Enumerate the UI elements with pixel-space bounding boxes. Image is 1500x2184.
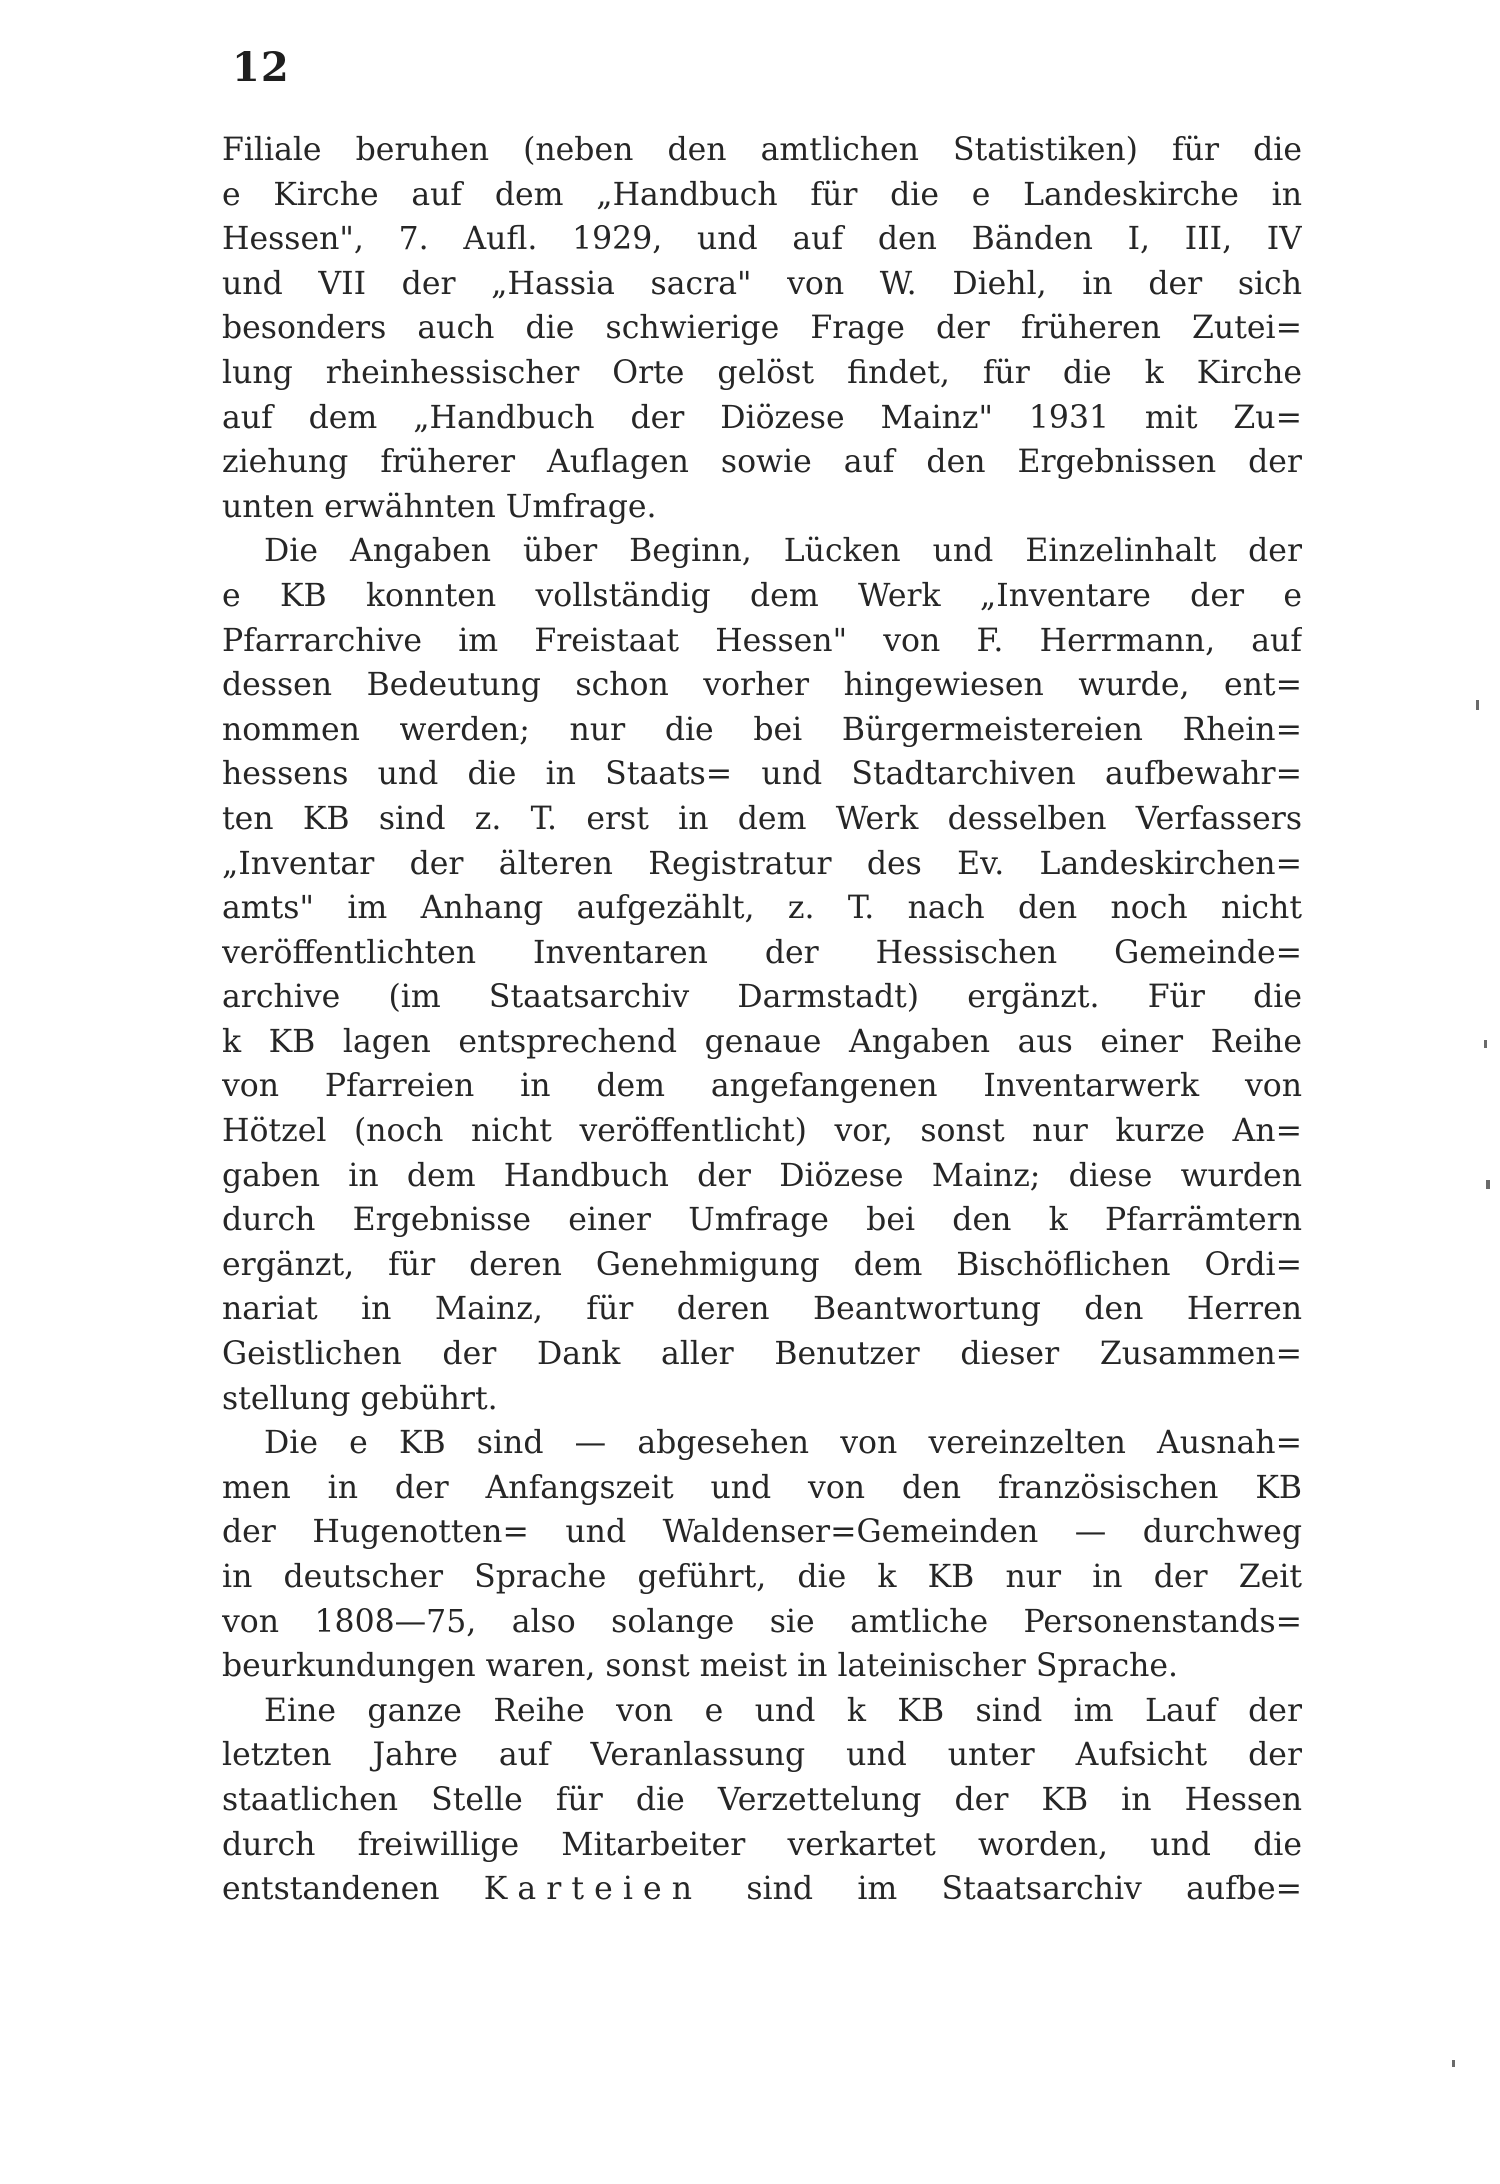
text-line: amts" im Anhang aufgezählt, z. T. nach den noch nicht bbox=[222, 890, 1302, 927]
text-line: ten KB sind z. T. erst in dem Werk desselben Verfassers bbox=[222, 800, 1302, 837]
page-number: 12 bbox=[232, 44, 290, 91]
text-line: und VII der „Hassia sacra" von W. Diehl, in der sich bbox=[222, 265, 1302, 302]
text-line: stellung gebührt. bbox=[222, 1380, 498, 1417]
scan-speck bbox=[1452, 2060, 1455, 2067]
text-line: veröffentlichten Inventaren der Hessischen Gemeinde= bbox=[222, 934, 1302, 971]
text-line bbox=[222, 1867, 1302, 1912]
text-line: beurkundungen waren, sonst meist in lateinischer Sprache. bbox=[222, 1648, 1179, 1685]
spaced-emphasis-word: Karteien bbox=[483, 1871, 703, 1908]
text-fragment: entstandenen bbox=[222, 1871, 484, 1908]
text-line: der Hugenotten= und Waldenser=Gemeinden — durchweg bbox=[222, 1514, 1302, 1551]
text-line: ergänzt, für deren Genehmigung dem Bischöflichen Ordi= bbox=[222, 1246, 1302, 1283]
text-line: Pfarrarchive im Freistaat Hessen" von F. Herrmann, auf bbox=[222, 622, 1302, 659]
text-line: Eine ganze Reihe von e und k KB sind im Lauf der bbox=[264, 1692, 1302, 1729]
text-line: men in der Anfangszeit und von den französischen KB bbox=[222, 1469, 1302, 1506]
text-fragment: sind im Staatsarchiv aufbe= bbox=[702, 1871, 1302, 1908]
scan-speck bbox=[1486, 1180, 1490, 1189]
text-line: durch freiwillige Mitarbeiter verkartet worden, und die bbox=[222, 1826, 1302, 1863]
text-line: e KB konnten vollständig dem Werk „Inventare der e bbox=[222, 577, 1302, 614]
text-line: letzten Jahre auf Veranlassung und unter Aufsicht der bbox=[222, 1737, 1302, 1774]
text-line: in deutscher Sprache geführt, die k KB nur in der Zeit bbox=[222, 1559, 1302, 1595]
text-line: besonders auch die schwierige Frage der früheren Zutei= bbox=[222, 310, 1302, 347]
paragraph-1 bbox=[222, 128, 1302, 529]
text-line: von Pfarreien in dem angefangenen Inventarwerk von bbox=[222, 1068, 1302, 1105]
text-line: Die e KB sind — abgesehen von vereinzelten Ausnah= bbox=[264, 1425, 1302, 1462]
paragraph-2 bbox=[222, 529, 1302, 1421]
text-line: k KB lagen entsprechend genaue Angaben aus einer Reihe bbox=[222, 1023, 1302, 1060]
paragraph-3 bbox=[222, 1421, 1302, 1689]
text-line: unten erwähnten Umfrage. bbox=[222, 488, 657, 525]
text-line: Geistlichen der Dank aller Benutzer dieser Zusammen= bbox=[222, 1336, 1302, 1373]
text-line: archive (im Staatsarchiv Darmstadt) ergänzt. Für die bbox=[222, 979, 1302, 1016]
text-line: lung rheinhessischer Orte gelöst findet, für die k Kirche bbox=[222, 354, 1302, 391]
text-line: Hötzel (noch nicht veröffentlicht) vor, sonst nur kurze An= bbox=[222, 1113, 1302, 1150]
scan-speck bbox=[1476, 700, 1479, 710]
text-line: ziehung früherer Auflagen sowie auf den Ergebnissen der bbox=[222, 444, 1302, 481]
text-line: nariat in Mainz, für deren Beantwortung den Herren bbox=[222, 1291, 1302, 1328]
text-line: „Inventar der älteren Registratur des Ev. Landeskirchen= bbox=[222, 845, 1302, 882]
text-line: auf dem „Handbuch der Diözese Mainz" 1931 mit Zu= bbox=[222, 399, 1302, 436]
scan-speck bbox=[1484, 1040, 1487, 1048]
text-line: dessen Bedeutung schon vorher hingewiesen wurde, ent= bbox=[222, 667, 1302, 704]
text-line: e Kirche auf dem „Handbuch für die e Landeskirche in bbox=[222, 176, 1302, 213]
text-line: hessens und die in Staats= und Stadtarchiven aufbewahr= bbox=[222, 756, 1302, 793]
text-line: von 1808—75, also solange sie amtliche Personenstands= bbox=[222, 1603, 1302, 1640]
text-line: staatlichen Stelle für die Verzettelung der KB in Hessen bbox=[222, 1781, 1302, 1818]
text-line: nommen werden; nur die bei Bürgermeistereien Rhein= bbox=[222, 711, 1302, 748]
text-line: Hessen", 7. Aufl. 1929, und auf den Bänden I, III, IV bbox=[222, 221, 1302, 258]
text-line: gaben in dem Handbuch der Diözese Mainz; diese wurden bbox=[222, 1157, 1302, 1194]
body-text bbox=[222, 128, 1302, 1912]
text-line: Filiale beruhen (neben den amtlichen Statistiken) für die bbox=[222, 132, 1302, 168]
text-line: durch Ergebnisse einer Umfrage bei den k Pfarrämtern bbox=[222, 1202, 1302, 1239]
text-line: Die Angaben über Beginn, Lücken und Einzelinhalt der bbox=[264, 533, 1302, 570]
paragraph-4 bbox=[222, 1689, 1302, 1912]
